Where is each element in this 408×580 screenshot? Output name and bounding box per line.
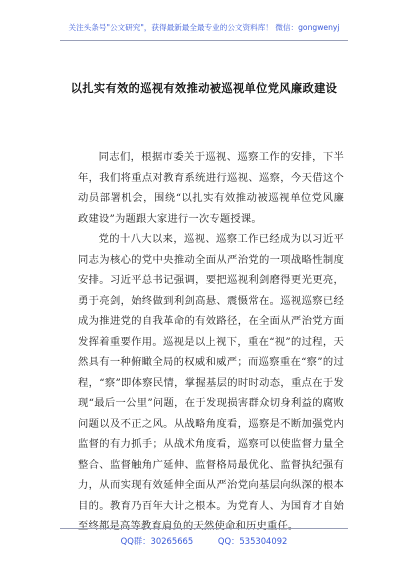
- document-body: [78, 147, 344, 537]
- footer-qq: QQ：535304092: [217, 536, 288, 546]
- footer: [0, 535, 408, 547]
- header-note: 关注头条号"公文研究"，获得最新最全最专业的公文资料库！ 微信：gongwenyj: [68, 23, 340, 32]
- paragraph-2: 党的十八大以来，巡视、巡察工作已经成为以习近平同志为核心的党中央推动全面从严治党的一项战略性制度安排。习近平总书记强调，要把巡视利剑磨得更光更亮，勇于亮剑，始终做到利剑高悬、震慑常在。巡视巡察已经成为推进党的自我革命的有效路径，在全面从严治党方面发挥着重要作用。巡视是以上视下，重在“视”的过程，天然具有一种俯瞰全局的权威和威严；而巡察重在“察”的过程，“察”即体察民情，掌握基层的时时动态，重点在于发现“最后一公里”问题，在于发现损害群众切身利益的腐败问题以及不正之风。从战略角度看，巡察是不断加强党内监督的有力抓手；从战术角度看，巡察可以使监督力量全整合、监督触角广延伸、监督格局最优化、监督执纪强有力，从而实现有效延伸全面从严治党向基层向纵深的根本目的。教育乃百年大计之根本。为党育人、为国育才自始至终都是高等教育肩负的天然使命和历史重任。: [78, 233, 344, 532]
- footer-qq-group: QQ群：30265665: [120, 536, 194, 546]
- document-title: 以扎实有效的巡视有效推动被巡视单位党风廉政建设: [70, 81, 338, 95]
- header-divider: [60, 40, 348, 41]
- paragraph-1: 同志们，根据市委关于巡视、巡察工作的安排，下半年，我们将重点对教育系统进行巡视、巡察，今天借这个动员部署机会，围绕“以扎实有效推动被巡视单位党风廉政建设”为题跟大家进行一次专题授课。: [78, 151, 344, 225]
- footer-divider: [60, 528, 348, 529]
